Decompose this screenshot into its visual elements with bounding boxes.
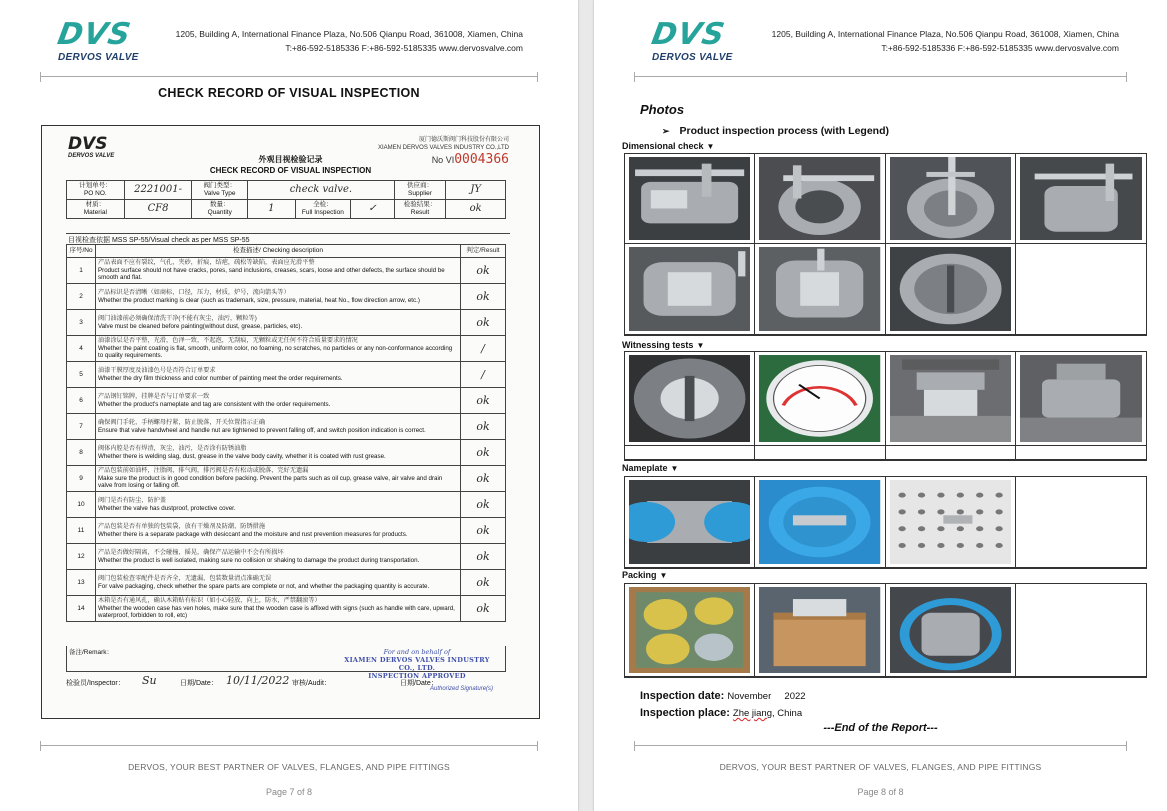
check-description-en: Whether the valve has dustproof, protective cover. <box>98 504 236 512</box>
check-row <box>67 414 506 440</box>
po-label-en: PO NO. <box>83 190 107 197</box>
check-description-cn: 产品包装前如油杯，注脂阀，排气阀，排污阀是否有松动或脱落，完好无遗漏 <box>98 467 309 475</box>
inspection-basis: 目视检查依据 MSS SP-55/Visual check as per MSS SP-55 <box>66 233 510 246</box>
caliper-measuring-body-width-photo <box>1020 157 1142 240</box>
valve-type-value: check valve. <box>248 181 395 200</box>
check-row <box>67 518 506 544</box>
check-row <box>67 466 506 492</box>
remark-label: 备注/Remark： <box>69 649 114 656</box>
photo-cell <box>1016 154 1146 244</box>
company-en: XIAMEN DERVOS VALVES INDUSTRY CO.,LTD <box>377 145 509 151</box>
check-result: ok <box>461 388 506 414</box>
check-no: 9 <box>67 466 96 492</box>
quantity-label <box>192 200 248 219</box>
check-description <box>96 440 461 466</box>
inspection-date-label: Inspection date: <box>640 690 725 702</box>
check-description-cn: 产品是否做好隔离，不会碰撞，摇晃，确保产品运输中不会有所损坏 <box>98 549 284 557</box>
photo-grid-witnessing <box>624 351 1147 461</box>
form-title-en: CHECK RECORD OF VISUAL INSPECTION <box>209 166 372 175</box>
pressure-gauge-photo <box>759 355 880 442</box>
check-description-en: Whether the paint coating is flat, smooth, uniform color, no foaming, no scratches, no particles or any non-conformance according to quality requirements. <box>98 344 453 360</box>
triangle-down-icon: ▼ <box>670 464 679 473</box>
caliper-measuring-valve-side-photo <box>629 157 750 240</box>
check-row <box>67 362 506 388</box>
company-address <box>772 27 1119 55</box>
footer-slogan: DERVOS, YOUR BEST PARTNER OF VALVES, FLANGES, AND PIPE FITTINGS <box>719 762 1042 772</box>
supplier-value: JY <box>446 181 506 200</box>
checks-table <box>66 244 506 622</box>
material-label <box>67 200 125 219</box>
check-description-cn: 阀体内腔是否有焊渣，灰尘，油污，是否涂有防锈油脂 <box>98 445 247 453</box>
check-description <box>96 336 461 362</box>
empty-cell <box>625 446 755 460</box>
check-description-cn: 确保阀门手轮，手柄螺母拧紧，防止脱落，开关位置指示正确 <box>98 419 266 427</box>
check-description-cn: 产品包装是否有单独的包装袋，放有干燥剂及防潮，防锈措施 <box>98 523 266 531</box>
page-header <box>0 18 578 80</box>
photo-cell <box>755 154 885 244</box>
logo-mark: DVS <box>55 17 134 52</box>
footer-divider <box>40 745 538 746</box>
check-row <box>67 544 506 570</box>
full-inspection-label-cn: 全检： <box>313 201 333 208</box>
section-label-dimensional <box>622 141 714 151</box>
valve-on-test-bench-photo <box>890 355 1011 442</box>
contact-line: T:+86-592-5185336 F:+86-592-5185335 www.dervosvalve.com <box>285 43 523 53</box>
empty-cell <box>1016 477 1146 568</box>
stamp-line-2: XIAMEN DERVOS VALVES INDUSTRY CO., LTD. <box>344 656 490 672</box>
supplier-label-cn: 供应商： <box>406 182 433 189</box>
photo-cell <box>886 584 1016 677</box>
check-description <box>96 310 461 336</box>
check-description-en: Whether there is welding slag, dust, grease in the valve body cavity, whether it is coated with rust grease. <box>98 452 386 460</box>
check-description-cn: 阀门是否有防尘，防护盖 <box>98 497 167 505</box>
full-inspection-label-en: Full Inspection <box>301 209 344 216</box>
photo-cell <box>625 352 755 446</box>
audit-date-label: 日期/Date： <box>400 680 438 687</box>
check-description <box>96 414 461 440</box>
photo-grid-packing <box>624 583 1147 678</box>
check-row <box>67 388 506 414</box>
serial-number: 0004366 <box>454 152 509 167</box>
check-no: 1 <box>67 258 96 284</box>
col-description: 检查描述/ Checking description <box>96 245 461 258</box>
check-description-cn: 产品标识是否清晰（如商标，口径，压力，材质，炉号，流向箭头等） <box>98 289 290 297</box>
check-no: 5 <box>67 362 96 388</box>
page-8 <box>594 0 1167 811</box>
perforated-nameplate-plate-photo <box>890 480 1011 564</box>
photo-grid-dimensional <box>624 153 1147 336</box>
inspection-date-value: November 2022 <box>727 691 806 702</box>
check-description-en: Make sure the product is in good condition before packing. Prevent the parts such as oil cup, grease valve, air valve and drain valve from losing or falling off. <box>98 474 443 490</box>
photo-cell <box>886 154 1016 244</box>
wooden-crate-packing-photo <box>759 587 880 673</box>
section-label-text: Dimensional check <box>622 141 704 151</box>
inspection-place-country: , China <box>772 708 803 719</box>
check-no: 12 <box>67 544 96 570</box>
form-company <box>378 136 509 152</box>
audit-label: 审核/Audit： <box>292 680 331 687</box>
arrow-bullet-icon: ➢ <box>662 126 670 136</box>
valve-body-marked-cf8-photo <box>759 247 880 331</box>
page-number: Page 7 of 8 <box>265 787 313 797</box>
caliper-measuring-valve-bore-photo <box>759 157 880 240</box>
empty-cell <box>886 446 1016 460</box>
section-label-witnessing <box>622 340 704 350</box>
result-label <box>394 200 446 219</box>
wrapped-valve-in-blue-ring-photo <box>890 587 1011 673</box>
form-title <box>42 154 539 176</box>
check-no: 4 <box>67 336 96 362</box>
material-label-cn: 材质： <box>85 201 106 208</box>
disc-front-view-photo <box>890 247 1011 331</box>
inspection-place-province: Zhe jiang <box>732 708 773 719</box>
inspector-signature: Su <box>142 674 157 687</box>
stamp-line-1: For and on behalf of <box>383 648 451 656</box>
page-number: Page 8 of 8 <box>857 787 904 797</box>
check-description <box>96 518 461 544</box>
col-result: 判定/Result <box>461 245 506 258</box>
blue-cap-with-tag-photo <box>759 480 880 564</box>
check-result: ok <box>461 440 506 466</box>
scanned-inspection-form <box>41 125 540 719</box>
check-description <box>96 362 461 388</box>
check-row <box>67 336 506 362</box>
page-footer <box>594 745 1167 805</box>
photo-cell <box>755 477 885 568</box>
check-result: / <box>461 362 506 388</box>
process-heading <box>662 125 889 137</box>
authorized-signature: Authorized Signature(s) <box>430 686 494 692</box>
end-of-report: ---End of the Report--- <box>823 722 938 734</box>
inspection-date <box>640 690 806 702</box>
check-description <box>96 388 461 414</box>
page-7 <box>0 0 578 811</box>
valve-type-label-cn: 阀门类型： <box>203 182 236 189</box>
check-result: ok <box>461 414 506 440</box>
photo-cell <box>886 352 1016 446</box>
material-label-en: Material <box>83 209 107 216</box>
check-no: 2 <box>67 284 96 310</box>
valve-with-blue-caps-photo <box>629 480 750 564</box>
check-result: / <box>461 336 506 362</box>
check-no: 3 <box>67 310 96 336</box>
address-line: 1205, Building A, International Finance Plaza, No.506 Qianpu Road, 361008, Xiamen, China <box>175 29 523 39</box>
result-value: ok <box>446 200 506 219</box>
check-no: 13 <box>67 570 96 596</box>
triangle-down-icon: ▼ <box>706 142 715 151</box>
check-result: ok <box>461 596 506 622</box>
col-no: 序号/No <box>67 245 96 258</box>
check-description <box>96 258 461 284</box>
check-description-cn: 产品表面不应有裂纹，气孔，夹砂，折痕，结疤，疏松等缺陷，表面应光滑平整 <box>98 259 315 267</box>
check-result: ok <box>461 284 506 310</box>
check-description-cn: 产品钢钉铭牌，挂牌是否与订单要求一致 <box>98 393 210 401</box>
empty-cell <box>755 446 885 460</box>
supplier-label-en: Supplier <box>408 190 432 197</box>
photo-cell <box>1016 352 1146 446</box>
valve-type-label-en: Valve Type <box>203 190 236 197</box>
photos-heading: Photos <box>640 102 685 117</box>
result-label-en: Result <box>410 209 430 216</box>
full-inspection-checkmark: ✓ <box>351 200 394 219</box>
quantity-value: 1 <box>248 200 296 219</box>
checks-header-row <box>67 245 506 258</box>
check-result: ok <box>461 310 506 336</box>
result-label-cn: 检验结果： <box>403 201 437 208</box>
triangle-down-icon: ▼ <box>696 341 705 350</box>
check-description <box>96 284 461 310</box>
check-no: 7 <box>67 414 96 440</box>
photo-cell <box>625 584 755 677</box>
inspection-place-label: Inspection place: <box>640 707 730 719</box>
check-description-en: Product surface should not have cracks, pores, sand inclusions, creases, scars, loose and other defects, the surface should be smooth and flat. <box>98 266 445 282</box>
check-description-en: Whether there is a separate package with desiccant and the moisture and rust prevention measures for products. <box>98 530 408 538</box>
dervos-logo <box>649 17 752 64</box>
valve-type-label <box>192 181 248 200</box>
empty-cell <box>1016 446 1146 460</box>
check-no: 10 <box>67 492 96 518</box>
valves-in-wooden-box-photo <box>629 587 750 673</box>
check-result: ok <box>461 570 506 596</box>
check-row <box>67 258 506 284</box>
date-value: 10/11/2022 <box>226 674 290 687</box>
page-footer <box>0 745 578 805</box>
form-logo-mark: DVS <box>68 134 108 154</box>
check-result: ok <box>461 544 506 570</box>
check-description <box>96 596 461 622</box>
photo-cell <box>886 244 1016 335</box>
po-value: 2221001- <box>124 181 192 200</box>
supplier-label <box>394 181 446 200</box>
photo-cell <box>755 352 885 446</box>
header-divider <box>634 76 1127 77</box>
check-row <box>67 596 506 622</box>
po-label <box>67 181 125 200</box>
triangle-down-icon: ▼ <box>659 571 668 580</box>
form-header-table <box>66 180 506 219</box>
quantity-label-cn: 数量： <box>209 201 230 208</box>
logo-text: DERVOS VALVE <box>58 52 139 63</box>
photo-grid-nameplate <box>624 476 1147 569</box>
check-description <box>96 492 461 518</box>
section-label-packing <box>622 570 667 580</box>
full-inspection-label <box>295 200 351 219</box>
check-description-en: Whether the product is well isolated, making sure no collision or shaking to damage the product during transportation. <box>98 556 420 564</box>
serial-label: No VI <box>431 155 455 165</box>
check-description-en: Whether the product's nameplate and tag are consistent with the order requirements. <box>98 400 331 408</box>
check-description-cn: 油漆干膜厚度及油漆色号是否符合订单要求 <box>98 367 216 375</box>
photo-cell <box>755 584 885 677</box>
po-label-cn: 计划单号： <box>79 182 112 189</box>
footer-divider <box>634 745 1127 746</box>
photo-cell <box>625 244 755 335</box>
quantity-label-en: Quantity <box>207 209 232 216</box>
form-logo-text: DERVOS VALVE <box>68 153 115 159</box>
check-description <box>96 570 461 596</box>
page-title: CHECK RECORD OF VISUAL INSPECTION <box>158 86 420 100</box>
photo-cell <box>755 244 885 335</box>
valve-disc-closeup-photo <box>629 355 750 442</box>
check-row <box>67 570 506 596</box>
logo-text: DERVOS VALVE <box>652 52 733 63</box>
date-label: 日期/Date： <box>180 680 218 687</box>
empty-cell <box>1016 244 1146 335</box>
check-result: ok <box>461 466 506 492</box>
check-description-cn: 阀门油漆前必须确保清洗干净(不能有灰尘，油污，颗粒等) <box>98 315 257 323</box>
page-header <box>594 18 1167 80</box>
check-description <box>96 466 461 492</box>
valve-body-marked-pn16-photo <box>629 247 750 331</box>
check-description-en: For valve packaging, check whether the spare parts are complete or not, and whether the packaging quantity is accurate. <box>98 582 430 590</box>
footer-slogan: DERVOS, YOUR BEST PARTNER OF VALVES, FLANGES, AND PIPE FITTINGS <box>128 762 450 772</box>
check-description-en: Whether the dry film thickness and color number of painting meet the order requirements. <box>98 374 343 382</box>
address-line: 1205, Building A, International Finance Plaza, No.506 Qianpu Road, 361008, Xiamen, China <box>771 29 1119 39</box>
caliper-on-disc-face-photo <box>890 157 1011 240</box>
check-description-cn: 阀门包装检查零配件是否齐全，无遗漏，包装数量清点准确无误 <box>98 575 272 583</box>
photo-cell <box>886 477 1016 568</box>
photo-cell <box>625 477 755 568</box>
inspector-label: 检验员/Inspector： <box>66 680 125 687</box>
check-row <box>67 284 506 310</box>
check-no: 14 <box>67 596 96 622</box>
stamp-line-3: INSPECTION APPROVED <box>368 672 466 680</box>
valve-test-bench-side-photo <box>1020 355 1142 442</box>
section-label-text: Nameplate <box>622 463 668 473</box>
check-no: 8 <box>67 440 96 466</box>
check-result: ok <box>461 258 506 284</box>
check-result: ok <box>461 492 506 518</box>
check-description-en: Whether the product marking is clear (such as trademark, size, pressure, material, heat No., flow direction arrow, etc.) <box>98 296 420 304</box>
photo-cell <box>625 154 755 244</box>
check-row <box>67 492 506 518</box>
check-description-en: Valve must be cleaned before painting(without dust, grease, particles, etc). <box>98 322 303 330</box>
check-result: ok <box>461 518 506 544</box>
approval-stamp <box>342 648 492 680</box>
logo-mark: DVS <box>649 17 728 52</box>
check-row <box>67 440 506 466</box>
process-heading-text: Product inspection process (with Legend) <box>679 125 889 137</box>
contact-line: T:+86-592-5185336 F:+86-592-5185335 www.dervosvalve.com <box>881 43 1119 53</box>
check-description <box>96 544 461 570</box>
check-row <box>67 310 506 336</box>
company-address <box>176 27 523 55</box>
check-no: 6 <box>67 388 96 414</box>
check-description-cn: 油漆涂层是否平整，光滑，色泽一致，不起泡，无刮痕，无颗粒或无任何不符合质量要求的情况 <box>98 337 358 345</box>
section-label-text: Witnessing tests <box>622 340 694 350</box>
check-no: 11 <box>67 518 96 544</box>
dervos-logo <box>55 17 158 64</box>
company-cn: 厦门德沃斯阀门科技股份有限公司 <box>418 137 509 143</box>
form-title-cn: 外观目视检验记录 <box>258 155 323 164</box>
check-description-en: Whether the wooden case has ven holes, make sure that the wooden case is affixed with signs (such as handle with care, upward, waterproof, forbidden to roll, etc) <box>98 604 455 620</box>
section-label-nameplate <box>622 463 678 473</box>
check-description-cn: 木箱是否有通风孔，确认木箱贴有标识（如小心轻放，向上，防水，严禁翻滚等） <box>98 597 321 605</box>
header-divider <box>40 76 538 77</box>
inspection-place <box>640 707 802 719</box>
check-description-en: Ensure that valve handwheel and handle nut are tightened to prevent falling off, and switch position indication is correct. <box>98 426 426 434</box>
empty-cell <box>1016 584 1146 677</box>
section-label-text: Packing <box>622 570 657 580</box>
material-value: CF8 <box>124 200 192 219</box>
